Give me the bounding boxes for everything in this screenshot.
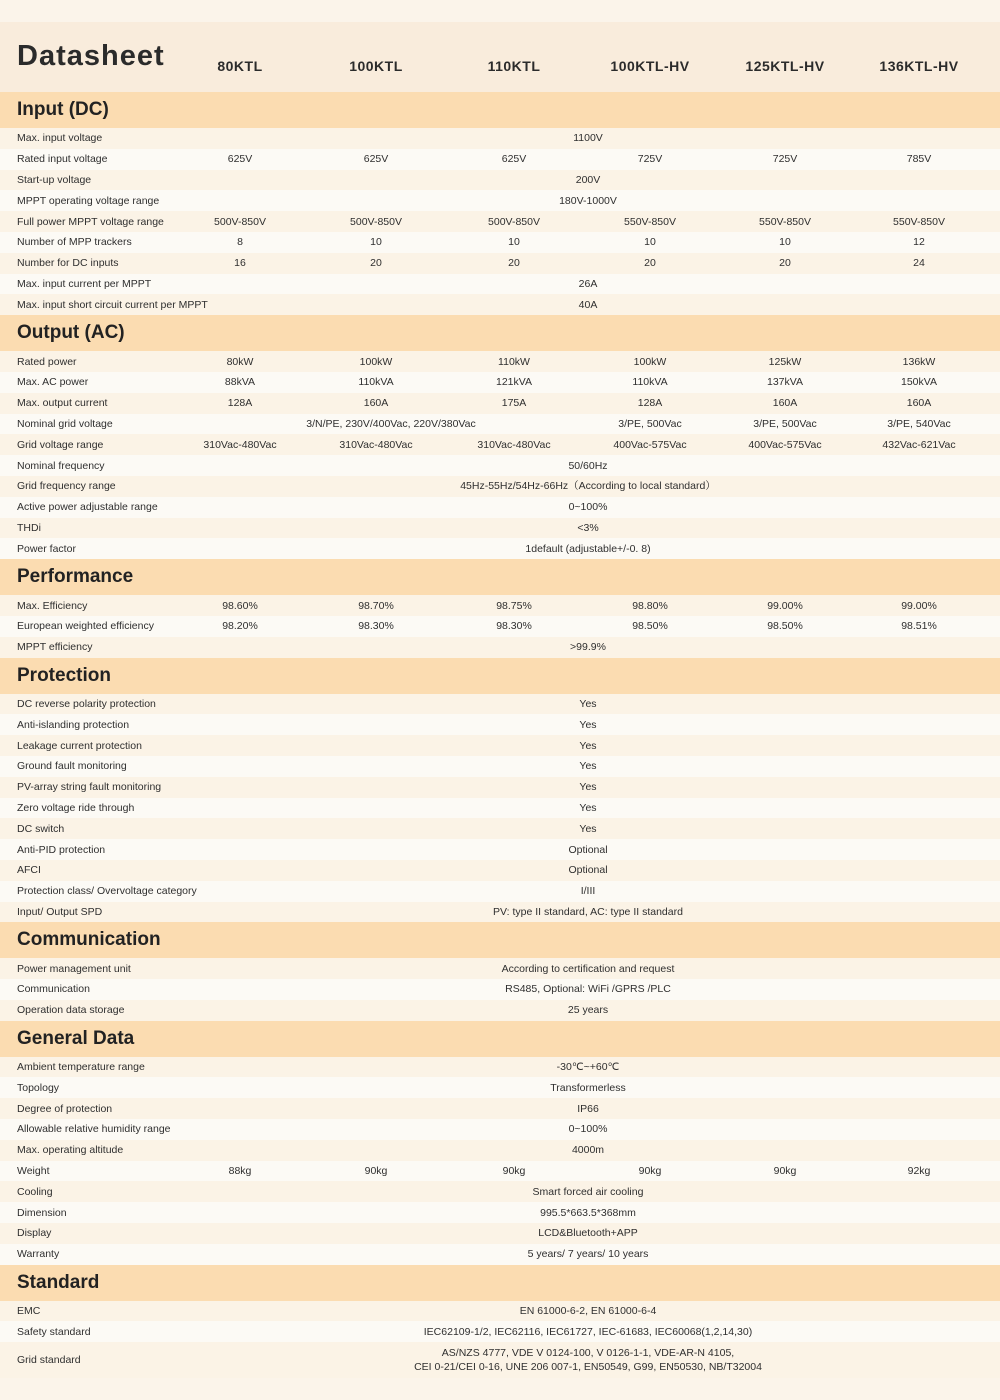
spec-label: Allowable relative humidity range [17, 1123, 171, 1136]
spec-row [0, 1202, 1000, 1223]
spec-label: Nominal frequency [17, 459, 105, 472]
spec-value-shared: 40A [578, 298, 598, 311]
spec-label: Start-up voltage [17, 173, 92, 186]
spec-row [0, 979, 1000, 1000]
spec-table [0, 92, 1000, 1378]
spec-value: 90kg [502, 1165, 526, 1178]
spec-value-shared: IP66 [577, 1102, 599, 1115]
spec-value: 128A [637, 397, 663, 410]
spec-value-shared: Optional [568, 843, 608, 856]
spec-label: Safety standard [17, 1325, 91, 1338]
spec-label: Display [17, 1227, 52, 1240]
spec-value-line: AS/NZS 4777, VDE V 0124-100, V 0126-1-1, VDE-AR-N 4105, [441, 1347, 735, 1360]
spec-value-shared: 180V-1000V [559, 194, 617, 207]
spec-row [0, 1119, 1000, 1140]
spec-value: 12 [913, 236, 925, 249]
spec-row [0, 1057, 1000, 1078]
spec-value: 725V [772, 153, 798, 166]
spec-value: 80kW [226, 355, 254, 368]
spec-value: 160A [906, 397, 932, 410]
spec-label: PV-array string fault monitoring [17, 781, 162, 794]
spec-row [0, 756, 1000, 777]
spec-label: Number of MPP trackers [17, 236, 132, 249]
spec-row [0, 958, 1000, 979]
spec-value: 16 [234, 257, 246, 270]
spec-value: 125kW [768, 355, 802, 368]
spec-value-shared: 50/60Hz [568, 459, 608, 472]
spec-value-shared: Smart forced air cooling [532, 1185, 644, 1198]
spec-value-shared: <3% [577, 521, 599, 534]
spec-label: Operation data storage [17, 1004, 125, 1017]
spec-label: Number for DC inputs [17, 257, 119, 270]
spec-row [0, 1223, 1000, 1244]
spec-row [0, 1161, 1000, 1182]
spec-label: Grid frequency range [17, 480, 116, 493]
spec-value: 98.50% [632, 620, 668, 633]
model-header: 110KTL [487, 58, 541, 74]
spec-row [0, 232, 1000, 253]
spec-row [0, 128, 1000, 149]
spec-label: Weight [17, 1165, 50, 1178]
spec-row [0, 393, 1000, 414]
spec-value: 20 [370, 257, 382, 270]
spec-value: 92kg [907, 1165, 931, 1178]
section-header-standard: Standard [0, 1265, 1000, 1301]
spec-value-shared: 995.5*663.5*368mm [540, 1206, 636, 1219]
spec-value: 550V-850V [893, 215, 945, 228]
spec-label: Warranty [17, 1248, 60, 1261]
spec-value-shared: Yes [579, 718, 597, 731]
spec-value: 3/PE, 500Vac [618, 417, 682, 430]
spec-row [0, 1000, 1000, 1021]
spec-value: 110kW [498, 355, 530, 368]
spec-value: 98.30% [358, 620, 394, 633]
spec-value: 310Vac-480Vac [477, 438, 551, 451]
spec-row [0, 211, 1000, 232]
spec-row [0, 694, 1000, 715]
spec-row [0, 818, 1000, 839]
spec-value-shared: 5 years/ 7 years/ 10 years [527, 1248, 649, 1261]
spec-value-shared: 1100V [573, 132, 603, 145]
spec-value: 98.50% [767, 620, 803, 633]
spec-value: 10 [370, 236, 382, 249]
spec-row [0, 351, 1000, 372]
spec-value: 500V-850V [488, 215, 540, 228]
spec-label: Protection class/ Overvoltage category [17, 885, 197, 898]
spec-label: Anti-islanding protection [17, 718, 130, 731]
spec-label: Max. Efficiency [17, 599, 88, 612]
spec-label: Topology [17, 1081, 60, 1094]
spec-row [0, 149, 1000, 170]
spec-row [0, 595, 1000, 616]
spec-value: 10 [779, 236, 791, 249]
spec-row [0, 274, 1000, 295]
spec-value: 98.60% [222, 599, 258, 612]
spec-value: 20 [779, 257, 791, 270]
spec-value: 500V-850V [214, 215, 266, 228]
spec-label: Communication [17, 983, 90, 996]
spec-label: Rated input voltage [17, 153, 108, 166]
spec-label: Max. input current per MPPT [17, 277, 152, 290]
spec-value: 98.51% [901, 620, 937, 633]
spec-row [0, 253, 1000, 274]
spec-value: 100kW [359, 355, 393, 368]
spec-label: MPPT operating voltage range [17, 194, 160, 207]
spec-value-shared: Transformerless [550, 1081, 626, 1094]
spec-label: MPPT efficiency [17, 641, 93, 654]
spec-row [0, 881, 1000, 902]
spec-label: Grid standard [17, 1354, 81, 1367]
spec-value: 20 [508, 257, 520, 270]
spec-value: 24 [913, 257, 925, 270]
spec-value: 8 [237, 236, 243, 249]
spec-row [0, 616, 1000, 637]
spec-value: 3/PE, 540Vac [887, 417, 951, 430]
spec-value: 99.00% [767, 599, 803, 612]
spec-row [0, 1140, 1000, 1161]
page-title: Datasheet [17, 40, 165, 72]
spec-value: 98.30% [496, 620, 532, 633]
spec-label: Zero voltage ride through [17, 801, 135, 814]
spec-row [0, 455, 1000, 476]
spec-value-shared: Yes [579, 739, 597, 752]
spec-value-shared: Yes [579, 801, 597, 814]
spec-value: 150kVA [901, 376, 937, 389]
spec-label: THDi [17, 521, 41, 534]
spec-value-shared: 25 years [567, 1004, 609, 1017]
section-header-output: Output (AC) [0, 315, 1000, 351]
spec-label: Grid voltage range [17, 438, 104, 451]
spec-value: 310Vac-480Vac [339, 438, 413, 451]
spec-label: Max. operating altitude [17, 1144, 124, 1157]
spec-row [0, 1321, 1000, 1342]
spec-value-shared: EN 61000-6-2, EN 61000-6-4 [519, 1305, 657, 1318]
spec-row [0, 518, 1000, 539]
spec-label: Degree of protection [17, 1102, 113, 1115]
spec-row [0, 497, 1000, 518]
spec-value: 10 [508, 236, 520, 249]
spec-value-shared: 26A [578, 277, 598, 290]
spec-row [0, 777, 1000, 798]
spec-value: 128A [227, 397, 253, 410]
section-header-protection: Protection [0, 658, 1000, 694]
model-header: 136KTL-HV [879, 58, 959, 74]
spec-value: 310Vac-480Vac [203, 438, 277, 451]
spec-label: Max. input short circuit current per MPPT [17, 298, 208, 311]
spec-value: 3/PE, 500Vac [753, 417, 817, 430]
spec-value-shared: I/III [580, 885, 596, 898]
spec-value-shared: -30℃~+60℃ [556, 1061, 620, 1074]
spec-row [0, 372, 1000, 393]
spec-value: 400Vac-575Vac [748, 438, 822, 451]
spec-label: Power management unit [17, 962, 131, 975]
spec-value: 90kg [364, 1165, 388, 1178]
spec-row [0, 1077, 1000, 1098]
spec-value-shared: >99.9% [570, 641, 606, 654]
spec-label: DC reverse polarity protection [17, 697, 156, 710]
spec-value: 110kVA [632, 376, 668, 389]
spec-value: 725V [637, 153, 663, 166]
spec-label: Dimension [17, 1206, 67, 1219]
spec-row [0, 1181, 1000, 1202]
spec-label: Anti-PID protection [17, 843, 106, 856]
spec-label: Full power MPPT voltage range [17, 215, 164, 228]
spec-value-shared: PV: type II standard, AC: type II standard [493, 905, 683, 918]
spec-row [0, 1244, 1000, 1265]
spec-row [0, 637, 1000, 658]
spec-value-shared: 45Hz-55Hz/54Hz-66Hz（According to local standard） [460, 480, 716, 493]
spec-label: Input/ Output SPD [17, 905, 103, 918]
model-header: 125KTL-HV [745, 58, 825, 74]
section-header-communication: Communication [0, 922, 1000, 958]
spec-value: 400Vac-575Vac [613, 438, 687, 451]
spec-row [0, 798, 1000, 819]
spec-label: EMC [17, 1305, 41, 1318]
spec-row [0, 1342, 1000, 1378]
spec-value: 432Vac-621Vac [882, 438, 956, 451]
model-header: 100KTL-HV [610, 58, 690, 74]
spec-label: DC switch [17, 822, 65, 835]
spec-value-shared: RS485, Optional: WiFi /GPRS /PLC [505, 983, 671, 996]
spec-value-shared: 3/N/PE, 230V/400Vac, 220V/380Vac [306, 417, 476, 430]
spec-value: 20 [644, 257, 656, 270]
spec-row [0, 902, 1000, 923]
spec-value-line: CEI 0-21/CEI 0-16, UNE 206 007-1, EN50549, G99, EN50530, NB/T32004 [414, 1361, 762, 1374]
spec-value: 88kVA [224, 376, 256, 389]
spec-label: European weighted efficiency [17, 620, 154, 633]
model-header: 100KTL [349, 58, 403, 74]
spec-row [0, 190, 1000, 211]
spec-value: 136kW [902, 355, 936, 368]
spec-value-shared: Yes [579, 781, 597, 794]
section-header-input: Input (DC) [0, 92, 1000, 128]
spec-value-shared: 4000m [571, 1144, 605, 1157]
section-header-general: General Data [0, 1021, 1000, 1057]
spec-value: 137kVA [767, 376, 803, 389]
spec-label: AFCI [17, 864, 41, 877]
spec-value: 160A [363, 397, 389, 410]
spec-label: Ground fault monitoring [17, 760, 127, 773]
model-header: 80KTL [217, 58, 263, 74]
spec-value: 88kg [228, 1165, 252, 1178]
spec-value-shared: LCD&Bluetooth+APP [538, 1227, 638, 1240]
spec-row [0, 170, 1000, 191]
spec-value: 500V-850V [350, 215, 402, 228]
spec-label: Ambient temperature range [17, 1061, 145, 1074]
spec-value: 625V [501, 153, 527, 166]
spec-value-shared: Yes [579, 697, 597, 710]
spec-value-shared: Optional [568, 864, 608, 877]
spec-row [0, 1301, 1000, 1322]
spec-value: 10 [644, 236, 656, 249]
spec-value: 110kVA [358, 376, 394, 389]
spec-label: Power factor [17, 542, 76, 555]
spec-value: 98.70% [358, 599, 394, 612]
spec-value-shared: Yes [579, 760, 597, 773]
spec-value-shared: According to certification and request [501, 962, 675, 975]
spec-row [0, 714, 1000, 735]
spec-value: 90kg [638, 1165, 662, 1178]
spec-value: 160A [772, 397, 798, 410]
spec-row [0, 294, 1000, 315]
spec-value-shared: 0~100% [568, 1123, 608, 1136]
spec-row [0, 1098, 1000, 1119]
spec-label: Max. output current [17, 397, 108, 410]
spec-label: Cooling [17, 1185, 53, 1198]
spec-label: Max. input voltage [17, 132, 103, 145]
spec-value: 98.75% [496, 599, 532, 612]
spec-value-shared: Yes [579, 822, 597, 835]
spec-row [0, 434, 1000, 455]
spec-value-shared: IEC62109-1/2, IEC62116, IEC61727, IEC-61683, IEC60068(1,2,14,30) [423, 1325, 753, 1338]
spec-row [0, 414, 1000, 435]
section-header-performance: Performance [0, 559, 1000, 595]
spec-value: 90kg [773, 1165, 797, 1178]
spec-value-shared: 1default (adjustable+/-0. 8) [525, 542, 651, 555]
spec-value-shared: 0~100% [568, 501, 608, 514]
spec-value-shared: 200V [575, 173, 601, 186]
spec-value: 625V [363, 153, 389, 166]
spec-row [0, 839, 1000, 860]
spec-value: 121kVA [496, 376, 532, 389]
spec-label: Max. AC power [17, 376, 89, 389]
spec-label: Active power adjustable range [17, 501, 158, 514]
spec-value: 550V-850V [624, 215, 676, 228]
spec-value: 625V [227, 153, 253, 166]
spec-value: 175A [501, 397, 527, 410]
spec-value: 98.80% [632, 599, 668, 612]
spec-value: 98.20% [222, 620, 258, 633]
spec-row [0, 538, 1000, 559]
spec-label: Nominal grid voltage [17, 417, 113, 430]
spec-value: 100kW [633, 355, 667, 368]
spec-row [0, 735, 1000, 756]
spec-value: 550V-850V [759, 215, 811, 228]
spec-row [0, 476, 1000, 497]
spec-value-shared [176, 1342, 1000, 1378]
spec-label: Leakage current protection [17, 739, 142, 752]
spec-row [0, 860, 1000, 881]
spec-value: 99.00% [901, 599, 937, 612]
spec-label: Rated power [17, 355, 77, 368]
spec-value: 785V [906, 153, 932, 166]
